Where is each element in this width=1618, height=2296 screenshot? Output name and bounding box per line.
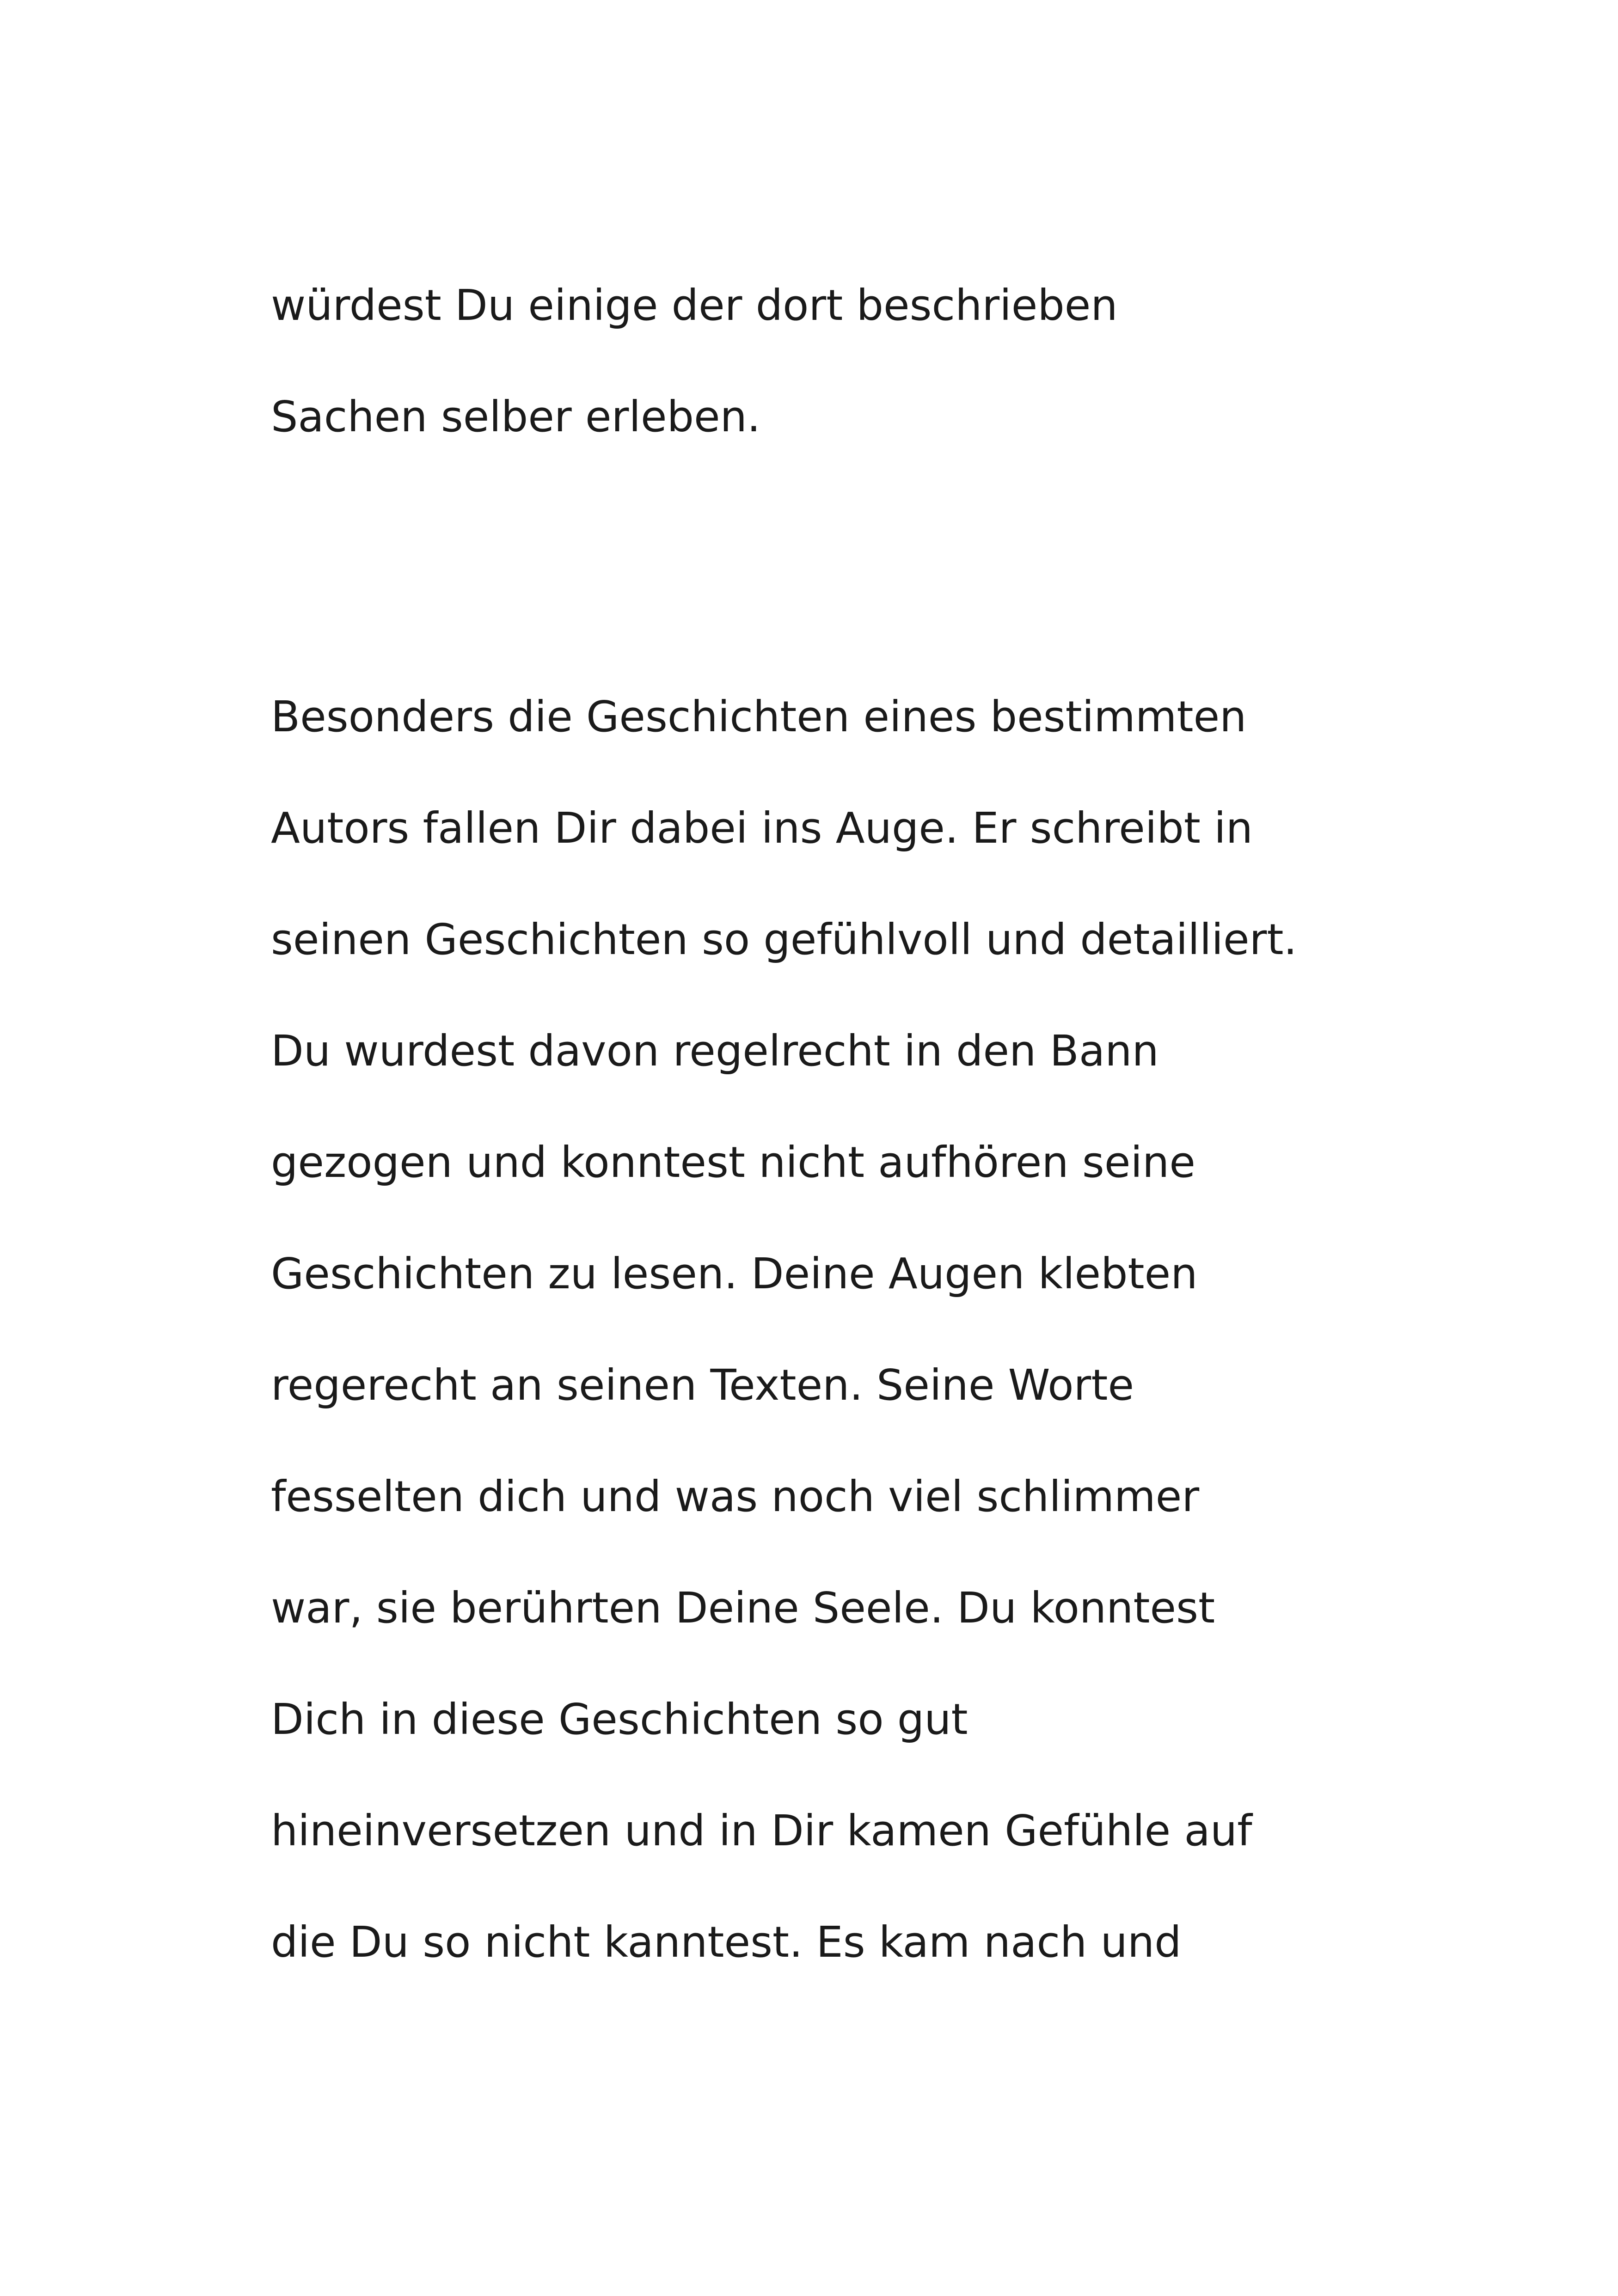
text-line: seinen Geschichten so gefühlvoll und detailliert. <box>271 915 1297 964</box>
text-line: Geschichten zu lesen. Deine Augen klebten <box>271 1249 1198 1298</box>
text-line: Autors fallen Dir dabei ins Auge. Er schreibt in <box>271 803 1253 853</box>
text-line: Sachen selber erleben. <box>271 392 761 441</box>
text-line: würdest Du einige der dort beschrieben <box>271 281 1118 330</box>
text-line: hineinversetzen und in Dir kamen Gefühle auf <box>271 1806 1252 1855</box>
text-line: Dich in diese Geschichten so gut <box>271 1695 968 1744</box>
text-line: Besonders die Geschichten eines bestimmten <box>271 692 1247 741</box>
paragraph-2 <box>271 661 1519 1998</box>
text-line: die Du so nicht kanntest. Es kam nach und <box>271 1917 1182 1967</box>
text-line: regerecht an seinen Texten. Seine Worte <box>271 1360 1134 1410</box>
text-line: Du wurdest davon regelrecht in den Bann <box>271 1026 1159 1076</box>
text-line: gezogen und konntest nicht aufhören seine <box>271 1138 1195 1187</box>
text-line: war, sie berührten Deine Seele. Du konntest <box>271 1583 1215 1633</box>
text-line: fesselten dich und was noch viel schlimmer <box>271 1472 1200 1521</box>
paragraph-1 <box>271 250 1519 472</box>
